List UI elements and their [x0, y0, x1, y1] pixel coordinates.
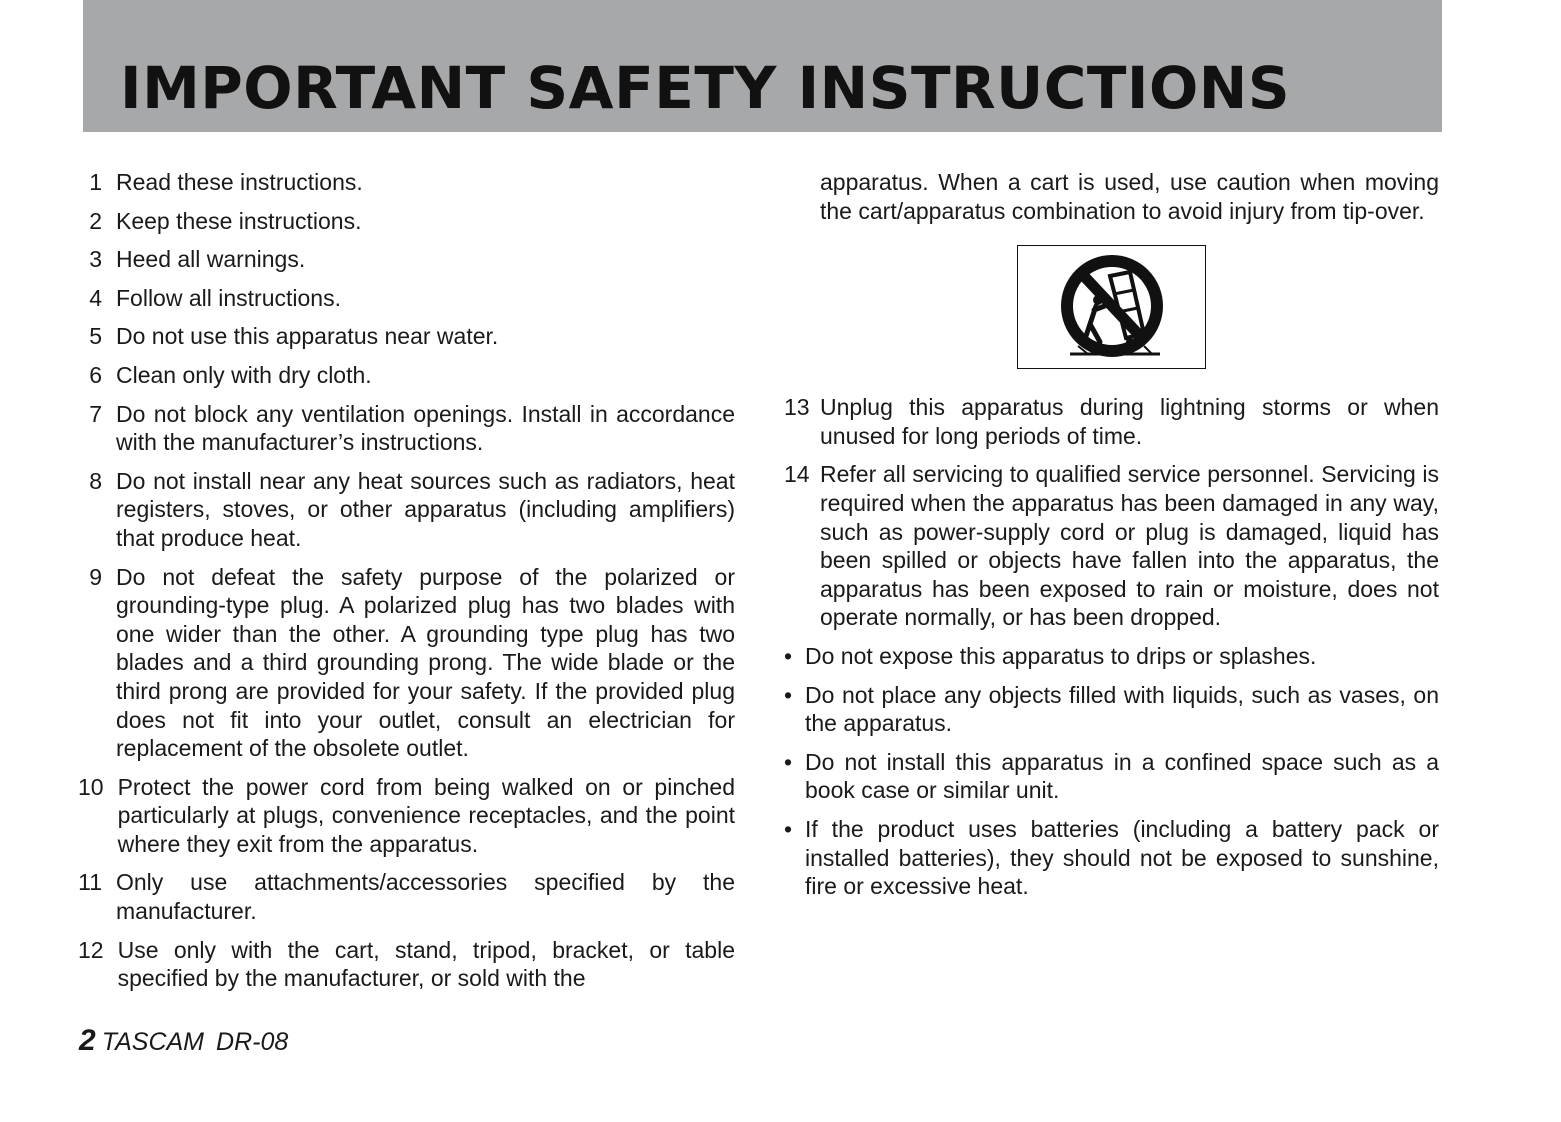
instruction-item-3 [78, 245, 735, 274]
bullet-dot: • [784, 681, 793, 708]
instruction-item-1 [78, 168, 735, 197]
item-number: 14 [784, 461, 810, 488]
page-title: IMPORTANT SAFETY INSTRUCTIONS [120, 54, 1291, 122]
header-band [83, 0, 1442, 132]
item-text: Use only with the cart, stand, tripod, bracket, or table specified by the manufacturer, or sold with the [117, 936, 735, 992]
instruction-item-2 [78, 207, 735, 236]
item-text: Protect the power cord from being walked on or pinched particularly at plugs, convenience receptacles, and the point where they exit from the apparatus. [117, 773, 735, 857]
item-number: 1 [89, 169, 102, 195]
item-text: Heed all warnings. [116, 246, 306, 273]
bullet-text: Do not place any objects filled with liquids, such as vases, on the apparatus. [805, 681, 1439, 737]
bullet-text: Do not install this apparatus in a confined space such as a book case or similar unit. [805, 748, 1439, 804]
item-text: Do not block any ventilation openings. Install in accordance with the manufacturer’s instructions. [116, 400, 735, 456]
item-number: 8 [89, 467, 102, 494]
cart-warning-box [1017, 245, 1206, 369]
item-text: Follow all instructions. [116, 284, 341, 311]
bullet-text: If the product uses batteries (including a battery pack or installed batteries), they should not be exposed to sunshine, fire or excessive heat. [805, 815, 1439, 900]
item-number: 6 [89, 361, 102, 388]
item-number: 9 [89, 563, 102, 590]
item-number: 2 [89, 207, 102, 234]
bullet-item-4 [784, 815, 1439, 901]
bullet-item-2 [784, 681, 1439, 738]
bullet-dot: • [784, 642, 793, 669]
instruction-item-5 [78, 322, 735, 351]
page-footer [79, 1024, 288, 1059]
instruction-item-6 [78, 361, 735, 390]
instruction-item-8 [78, 467, 735, 553]
item-number: 7 [89, 400, 102, 427]
instruction-item-10 [78, 773, 735, 859]
footer-model: DR-08 [216, 1028, 289, 1056]
left-column [78, 168, 735, 1003]
footer-brand: TASCAM [101, 1028, 205, 1056]
bullet-item-1 [784, 642, 1439, 671]
item-number: 4 [89, 284, 102, 311]
item-text: Only use attachments/accessories specified by the manufacturer. [116, 869, 735, 925]
item-text: Do not install near any heat sources such as radiators, heat registers, stoves, or other apparatus (including amplifiers) that produce heat. [116, 467, 735, 551]
instruction-item-9 [78, 563, 735, 763]
right-column [784, 168, 1439, 911]
item-text: Clean only with dry cloth. [116, 361, 372, 388]
instruction-item-7 [78, 400, 735, 457]
item-text: Refer all servicing to qualified service personnel. Servicing is required when the apparatus has been damaged in any way, such as power-supply cord or plug is damaged, liquid has been spilled or objects have fallen into the apparatus, the apparatus has been exposed to rain or moisture, does not operate normally, or has been dropped. [820, 461, 1439, 631]
bullet-text: Do not expose this apparatus to drips or splashes. [805, 642, 1317, 669]
bullet-item-3 [784, 748, 1439, 805]
item-text: Read these instructions. [116, 169, 363, 195]
instruction-item-11 [78, 868, 735, 925]
item-number: 12 [78, 936, 104, 963]
instruction-item-12 [78, 936, 735, 993]
bullet-dot: • [784, 748, 793, 775]
instruction-item-14 [784, 460, 1439, 632]
bullet-dot: • [784, 815, 793, 842]
instruction-item-13 [784, 393, 1439, 450]
instruction-item-4 [78, 284, 735, 313]
item-text: Do not defeat the safety purpose of the polarized or grounding-type plug. A polarized plug has two blades with one wider than the other. A grounding type plug has two blades and a third grounding prong. The wide blade or the third prong are provided for your safety. If the provided plug does not fit into your outlet, consult an electrician for replacement of the obsolete outlet. [116, 563, 735, 762]
item-12-continuation: apparatus. When a cart is used, use caution when moving the cart/apparatus combination to avoid injury from tip-over. [820, 169, 1439, 224]
item-number: 10 [78, 773, 104, 800]
item-number: 13 [784, 394, 810, 421]
item-number: 5 [89, 323, 102, 350]
item-text: Keep these instructions. [116, 207, 362, 234]
cart-tip-over-warning-icon [1018, 246, 1204, 367]
item-number: 11 [78, 869, 102, 896]
page-number: 2 [79, 1024, 96, 1057]
item-number: 3 [89, 246, 102, 273]
item-text: Do not use this apparatus near water. [116, 323, 499, 350]
item-text: Unplug this apparatus during lightning storms or when unused for long periods of time. [820, 394, 1439, 449]
